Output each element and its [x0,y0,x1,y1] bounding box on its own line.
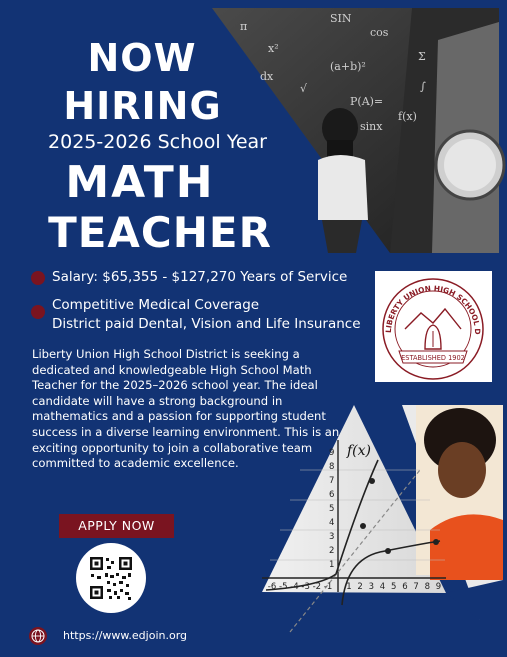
y-tick-label: 5 [329,504,335,514]
hiring-heading: HIRING [63,84,222,128]
x-tick-label: 3 [368,582,375,592]
svg-text:f(x): f(x) [398,110,417,123]
x-tick-label: 5 [391,582,397,592]
y-tick-label: 6 [329,490,335,500]
x-tick-label: -3 [301,582,310,592]
x-tick-label: 9 [435,582,442,592]
job-description: Liberty Union High School District is seeking a dedicated and knowledgeable High School Math Teacher for the 2025–2026 school year. The ideal candidate will have a strong background in mathematics and a passion for supporting student success in a diverse learning environment. This is an exciting opportunity to join a collaborative team committed to academic excellence. [32,347,340,471]
y-tick-label: 4 [329,518,335,528]
logo-established: ESTABLISHED 1902 [401,354,465,362]
x-tick-label: -2 [312,582,322,592]
now-heading: NOW [87,36,197,80]
apply-now-button[interactable]: APPLY NOW [59,514,174,538]
medical-text: Competitive Medical Coverage [52,297,260,313]
x-tick-label: -5 [279,582,288,592]
position-math: MATH [65,157,215,208]
svg-text:P(A)=: P(A)= [350,95,384,108]
x-tick-label: 2 [357,582,363,592]
svg-text:√: √ [300,82,308,95]
graph-fx-label: f(x) [347,443,372,459]
svg-text:π: π [240,20,248,33]
svg-text:∫: ∫ [420,80,426,93]
school-year: 2025-2026 School Year [48,131,267,153]
y-tick-label: 8 [329,462,335,472]
qr-code[interactable] [76,543,146,613]
x-tick-label: 1 [346,582,352,592]
bullet-icon [31,305,45,319]
svg-text:(a+b)²: (a+b)² [330,60,366,73]
y-tick-label: 7 [329,476,335,486]
x-tick-label: 8 [424,582,431,592]
y-tick-label: 9 [329,448,335,458]
svg-text:cos: cos [370,26,389,39]
y-tick-label: 1 [329,560,335,570]
y-tick-label: 2 [329,546,335,556]
svg-text:dx: dx [260,70,274,83]
globe-icon [29,627,47,645]
x-tick-label: -1 [323,582,333,592]
x-tick-label: 4 [379,582,386,592]
bullet-icon [31,271,45,285]
svg-text:x²: x² [268,42,279,55]
district-logo [375,271,492,382]
salary-text: Salary: $65,355 - $127,270 Years of Service [52,269,348,285]
svg-text:Σ: Σ [418,50,426,63]
logo-arc-text: LIBERTY UNION HIGH SCHOOL D [383,283,483,335]
position-teacher: TEACHER [48,208,272,257]
x-tick-label: 6 [402,582,408,592]
svg-text:SIN: SIN [330,12,352,25]
x-tick-label: 7 [413,582,419,592]
website-link[interactable]: https://www.edjoin.org [63,629,188,642]
x-tick-label: -6 [267,582,277,592]
svg-text:sinx: sinx [360,120,383,133]
insurance-text: District paid Dental, Vision and Life Insurance [52,316,361,332]
x-tick-label: -4 [290,582,299,592]
y-tick-label: 3 [329,532,335,542]
